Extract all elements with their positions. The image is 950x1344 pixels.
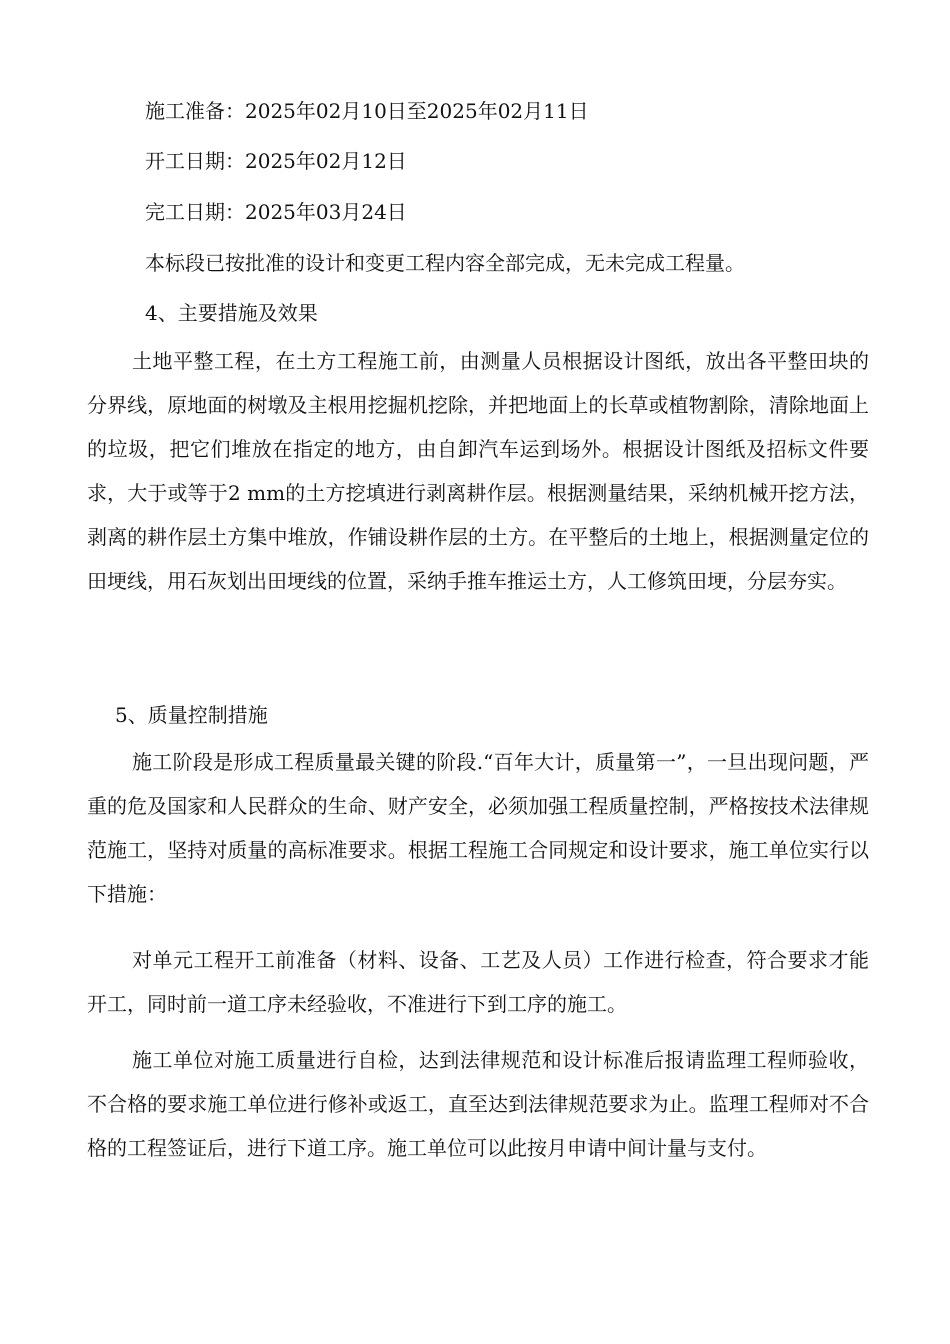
section-4-heading: 4、主要措施及效果 <box>145 301 318 325</box>
section-4-paragraph: 土地平整工程，在土方工程施工前，由测量人员根据设计图纸，放出各平整田块的分界线，原地面的树墩及主根用挖掘机挖除，并把地面上的长草或植物割除，清除地面上的垃圾，把它们堆放在指定的地方，由自卸汽车运到场外。根据设计图纸及招标文件要求，大于或等于2 mm的土方挖填进行剥离耕作层。根据测量结果，采纳机械开挖方法，剥离的耕作层土方集中堆放，作铺设耕作层的土方。在平整后的土地上，根据测量定位的田埂线，用石灰划出田埂线的位置，采纳手推车推运土方，人工修筑田埂，分层夯实。 <box>87 349 869 593</box>
section-5-paragraph-2: 对单元工程开工前准备（材料、设备、工艺及人员）工作进行检查，符合要求才能开工，同时前一道工序未经验收，不准进行下到工序的施工。 <box>87 948 869 1016</box>
section-5-heading: 5、质量控制措施 <box>115 703 268 727</box>
section-5-paragraph-3: 施工单位对施工质量进行自检，达到法律规范和设计标准后报请监理工程师验收，不合格的要求施工单位进行修补或返工，直至达到法律规范要求为止。监理工程师对不合格的工程签证后，进行下道工序。施工单位可以此按月申请中间计量与支付。 <box>87 1048 869 1160</box>
completion-date: 完工日期：2025年03月24日 <box>145 200 407 224</box>
construction-prep-date: 施工准备：2025年02月10日至2025年02月11日 <box>145 99 589 123</box>
section-5-paragraph-1: 施工阶段是形成工程质量最关键的阶段.“百年大计，质量第一”，一旦出现问题，严重的危及国家和人民群众的生命、财产安全，必须加强工程质量控制，严格按技术法律规范施工，坚持对质量的高标准要求。根据工程施工合同规定和设计要求，施工单位实行以下措施： <box>87 750 869 906</box>
completion-note: 本标段已按批准的设计和变更工程内容全部完成，无未完成工程量。 <box>145 251 745 275</box>
start-date: 开工日期：2025年02月12日 <box>145 149 407 173</box>
